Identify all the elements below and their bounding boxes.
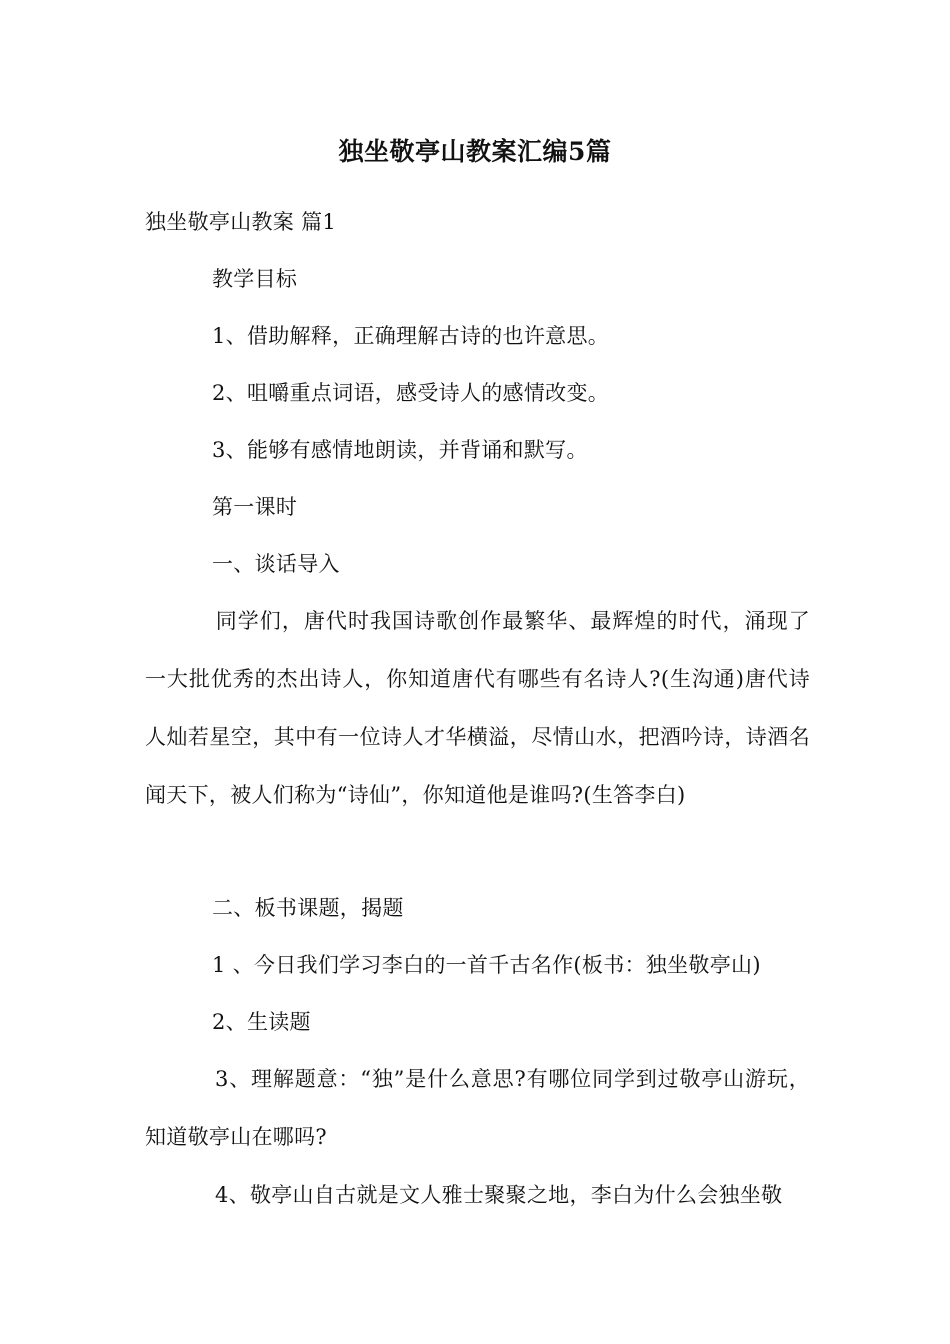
objectives-heading: 教学目标 (212, 267, 298, 291)
objective-item: 2、咀嚼重点词语，感受诗人的感情改变。 (212, 381, 610, 405)
part1-paragraph (145, 592, 810, 824)
section-heading: 独坐敬亭山教案 篇1 (145, 210, 337, 234)
item4-paragraph-text: 4、敬亭山自古就是文人雅士聚聚之地，李白为什么会独坐敬 (215, 1183, 783, 1207)
objective-item: 3、能够有感情地朗读，并背诵和默写。 (212, 438, 588, 462)
lesson-heading: 第一课时 (212, 495, 298, 519)
part2-item: 2、生读题 (212, 1010, 311, 1034)
part1-heading: 一、谈话导入 (212, 552, 340, 576)
part2-item: 1 、今日我们学习李白的一首千古名作(板书：独坐敬亭山) (212, 953, 761, 977)
part2-heading: 二、板书课题，揭题 (212, 896, 404, 920)
document-title: 独坐敬亭山教案汇编5篇 (338, 137, 612, 166)
part1-paragraph-text: 同学们，唐代时我国诗歌创作最繁华、最辉煌的时代，涌现了一大批优秀的杰出诗人，你知道唐代有哪些有名诗人?(生沟通)唐代诗人灿若星空，其中有一位诗人才华横溢，尽情山水，把酒吟诗，诗酒名闻天下，被人们称为“诗仙”，你知道他是谁吗?(生答李白) (145, 609, 810, 807)
item4-paragraph (145, 1166, 810, 1224)
objective-item: 1、借助解释，正确理解古诗的也许意思。 (212, 324, 610, 348)
item3-paragraph (145, 1050, 810, 1166)
item3-paragraph-text: 3、理解题意：“独”是什么意思?有哪位同学到过敬亭山游玩，知道敬亭山在哪吗? (145, 1067, 810, 1149)
